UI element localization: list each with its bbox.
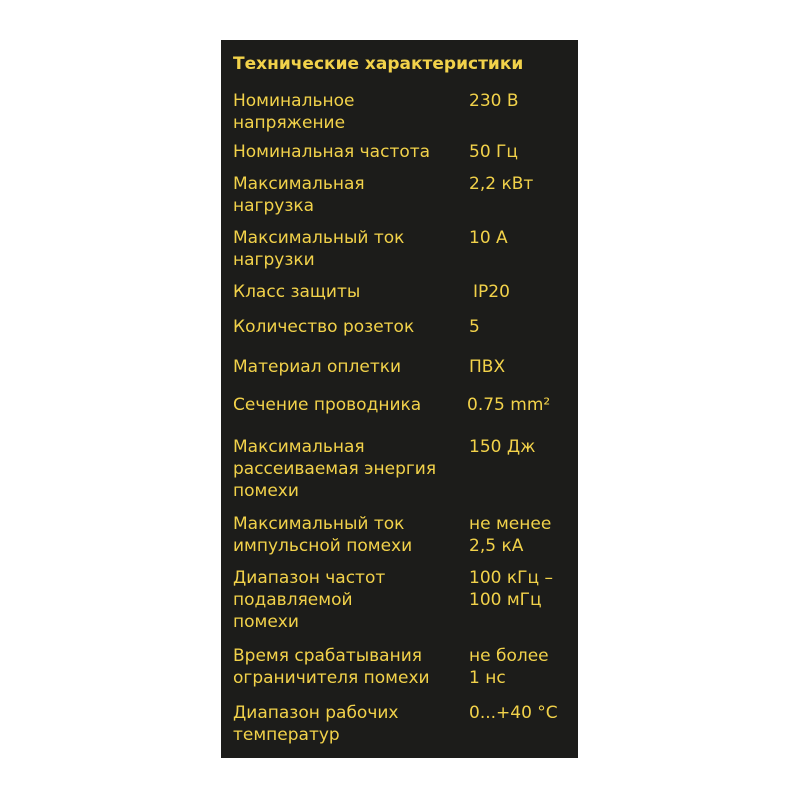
spec-label: Количество розеток (233, 317, 415, 337)
spec-value: 230 В (469, 91, 519, 111)
spec-label: Время срабатывания ограничителя помехи (233, 646, 430, 688)
spec-value: не более 1 нс (469, 646, 549, 688)
spec-label: Номинальная частота (233, 142, 431, 162)
spec-label: Максимальная нагрузка (233, 174, 365, 216)
spec-value: IP20 (473, 282, 510, 302)
spec-value: 50 Гц (469, 142, 518, 162)
spec-label: Максимальный ток нагрузки (233, 228, 405, 270)
spec-label: Максимальная рассеиваемая энергия помехи (233, 437, 437, 501)
spec-label: Диапазон рабочих температур (233, 703, 399, 745)
spec-label: Класс защиты (233, 282, 361, 302)
spec-value: не менее 2,5 кА (469, 514, 552, 556)
spec-value: ПВХ (469, 357, 506, 377)
spec-value: 0...+40 °C (469, 703, 558, 723)
spec-value: 2,2 кВт (469, 174, 534, 194)
spec-value: 100 кГц – 100 мГц (469, 568, 553, 610)
spec-value: 10 А (469, 228, 508, 248)
spec-label: Материал оплетки (233, 357, 402, 377)
spec-value: 0.75 mm² (467, 395, 551, 415)
spec-value: 5 (469, 317, 480, 337)
spec-value: 150 Дж (469, 437, 536, 457)
spec-label: Максимальный ток импульсной помехи (233, 514, 413, 556)
spec-title: Технические характеристики (233, 54, 524, 74)
spec-card (221, 40, 578, 758)
spec-label: Сечение проводника (233, 395, 422, 415)
spec-label: Номинальное напряжение (233, 91, 355, 133)
spec-label: Диапазон частот подавляемой помехи (233, 568, 386, 632)
